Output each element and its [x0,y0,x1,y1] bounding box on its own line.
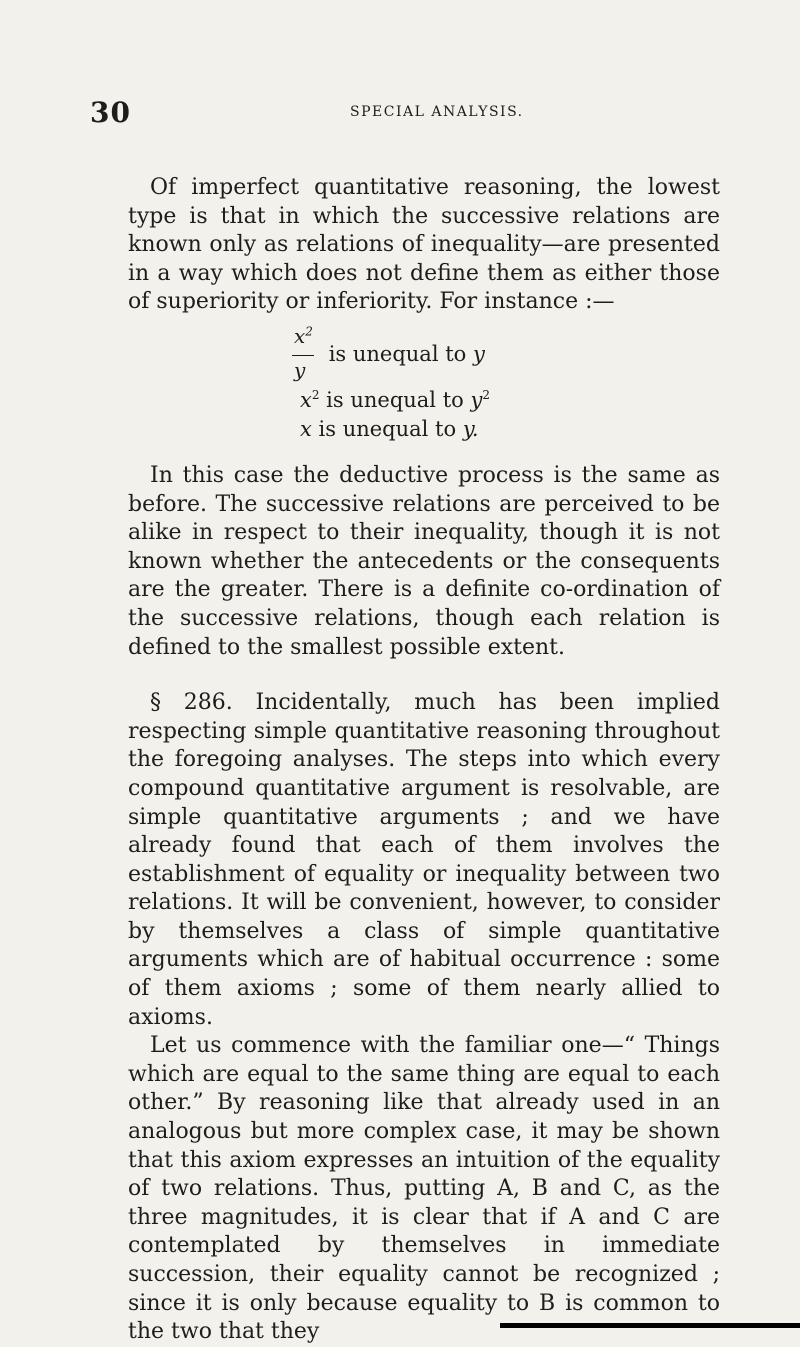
page-header [90,96,730,136]
equation-2: $x^2$ is unequal to $y^2$ [300,387,490,412]
fraction-bar [292,355,314,357]
fraction-numerator: $x^2$ [294,323,313,348]
paragraph-section-286: § 286. Incidentally, much has been implied respecting simple quantitative reasoning throughout the foregoing analyses. The steps into which every compound quantitative argument is resolvable, are simple quantitative arguments ; and we have already found that each of them involves the establishment of equality or inequality between two relations. It will be convenient, however, to consider by themselves a class of simple quantitative arguments which are of habitual occurrence : some of them axioms ; some of them nearly allied to axioms. [128,690,720,1030]
equation-1 [292,322,720,386]
equation-3: x is unequal to y. [300,416,479,441]
body-text [128,174,720,1347]
equation-block [128,322,720,444]
paragraph-axiom: Let us commence with the familiar one—“ Things which are equal to the same thing are equal to each other.” By reasoning like that already used in an analogous but more complex case, it may be shown that this axiom expresses an intuition of the equality of two relations. Thus, putting A, B and C, as the three magnitudes, it is clear that if A and C are contemplated by themselves in immediate succession, their equality cannot be recognized ; since it is only because equality to B is common to the two that they [128,1033,720,1345]
paragraph-imperfect-reasoning: Of imperfect quantitative reasoning, the lowest type is that in which the successive relations are known only as relations of inequality—are presented in a way which does not define them as either those of superiority or inferiority. For instance :— [128,175,720,315]
fraction [292,322,316,386]
page-edge-mark [500,1323,800,1328]
page-number: 30 [90,96,131,129]
paragraph-deductive-process: In this case the deductive process is the same as before. The successive relations are perceived to be alike in respect to their inequality, though it is not known whether the antecedents or the consequents are the greater. There is a definite co-ordination of the successive relations, though each relation is defined to the smallest possible extent. [128,462,720,660]
equation-1-relation: is unequal to y [328,341,485,366]
fraction-denominator: y [294,357,306,382]
running-head: SPECIAL ANALYSIS. [350,104,524,120]
